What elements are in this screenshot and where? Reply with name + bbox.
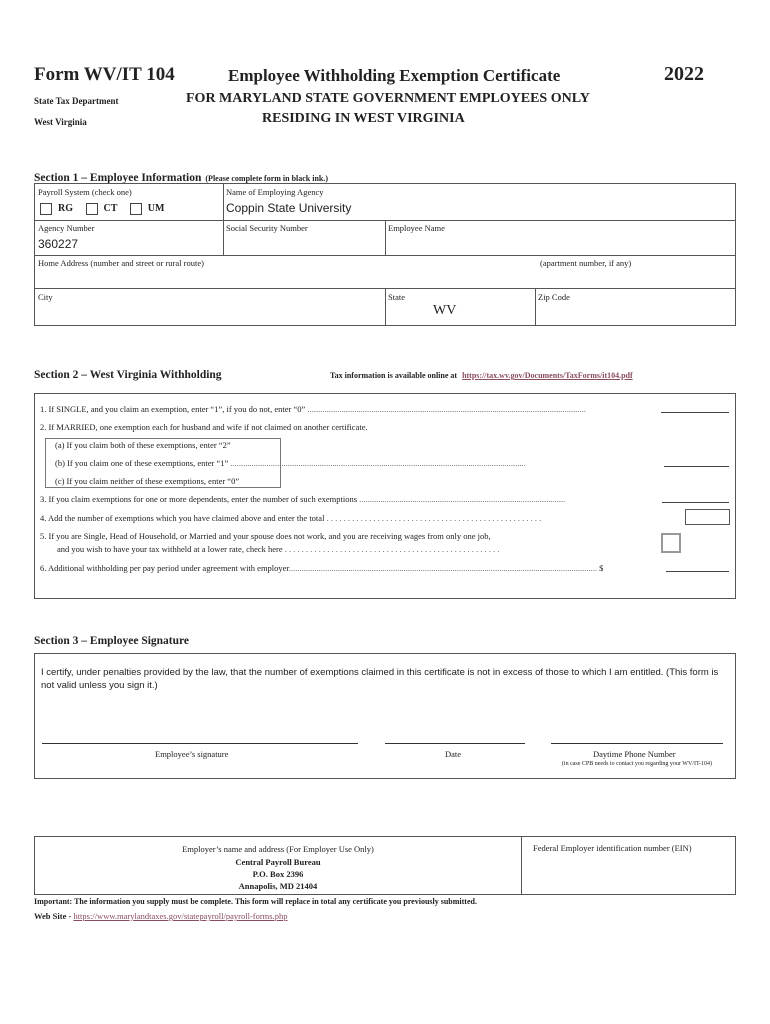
phone-label: Daytime Phone Number: [593, 749, 676, 759]
apartment-label: (apartment number, if any): [540, 258, 632, 268]
phone-line[interactable]: [551, 743, 723, 744]
divider: [35, 255, 735, 256]
subtitle-line1: FOR MARYLAND STATE GOVERNMENT EMPLOYEES ONLY: [186, 91, 590, 106]
dollar-sign: $: [599, 563, 604, 573]
employer-label: Employer’s name and address (For Employer Use Only): [182, 844, 374, 854]
payroll-options: [40, 203, 164, 215]
website-link[interactable]: https://www.marylandtaxes.gov/statepayroll/payroll-forms.php: [73, 911, 288, 921]
city-label: City: [38, 292, 53, 302]
employer-po-box: P.O. Box 2396: [252, 869, 304, 879]
line2-field[interactable]: [664, 466, 729, 467]
section2-title: Section 2 – West Virginia Withholding: [34, 369, 222, 381]
checkbox[interactable]: [130, 203, 142, 215]
employee-name-label: Employee Name: [388, 223, 445, 233]
state-label: State: [388, 292, 405, 302]
checkbox[interactable]: [40, 203, 52, 215]
tax-info-link[interactable]: https://tax.wv.gov/Documents/TaxForms/it104.pdf: [462, 371, 633, 380]
form-id: Form WV/IT 104: [34, 64, 175, 85]
zip-label: Zip Code: [538, 292, 570, 302]
checkbox[interactable]: [86, 203, 98, 215]
department: State Tax Department: [34, 96, 119, 106]
line2b: (b) If you claim one of these exemptions, enter “1” ...........................................................................................................................................: [55, 458, 526, 468]
form-year: 2022: [664, 63, 704, 85]
section1-note: (Please complete form in black ink.): [205, 174, 329, 183]
important-note: Important: The information you supply must be complete. This form will replace in total any certificate you previously submitted.: [34, 897, 477, 906]
line2a: (a) If you claim both of these exemptions, enter “2”: [55, 440, 231, 450]
agency-number-label: Agency Number: [38, 223, 95, 233]
employer-address: [35, 856, 521, 892]
state-field[interactable]: WV: [433, 303, 457, 318]
divider: [385, 288, 386, 325]
divider: [223, 184, 224, 255]
payroll-option-um[interactable]: UM: [130, 203, 165, 214]
ssn-label: Social Security Number: [226, 223, 308, 233]
website: [34, 911, 287, 921]
divider: [385, 220, 386, 255]
line2: 2. If MARRIED, one exemption each for husband and wife if not claimed on another certificate.: [40, 422, 368, 432]
line4-total-field[interactable]: [685, 509, 730, 525]
line6-field[interactable]: [666, 571, 729, 572]
employer-name: Central Payroll Bureau: [235, 857, 321, 867]
payroll-label: Payroll System (check one): [38, 187, 132, 197]
signature-label: Employee’s signature: [155, 749, 229, 759]
lower-rate-checkbox[interactable]: [661, 533, 681, 553]
divider: [521, 837, 522, 894]
website-label: Web Site -: [34, 911, 72, 921]
tax-info-text: Tax information is available online at: [330, 371, 458, 380]
signature-line[interactable]: [42, 743, 358, 744]
section2-box: [34, 393, 736, 599]
line5b: and you wish to have your tax withheld at a lower rate, check here . . . . . . . . . . . . . . . . . . . . . . . . . . . . . . . . . . . . . . . . . . . . . . . . . . .: [57, 544, 500, 554]
employer-box: [34, 836, 736, 895]
section3-title: Section 3 – Employee Signature: [34, 635, 190, 647]
phone-note: (in case CPB needs to contact you regarding your WV/IT-104): [561, 761, 713, 767]
section1-box: [34, 183, 736, 326]
state-name: West Virginia: [34, 117, 87, 127]
line4: 4. Add the number of exemptions which you have claimed above and enter the total . . . . . . . . . . . . . . . . . . . . . . . . . . . . . . . . . . . . . . . . . . . . . . . . . . .: [40, 513, 542, 523]
tax-info: [330, 371, 633, 380]
section3-box: [34, 653, 736, 779]
section1-title: Section 1 – Employee Information: [34, 172, 202, 184]
line1-field[interactable]: [661, 412, 729, 413]
divider: [535, 288, 536, 325]
line3-field[interactable]: [662, 502, 729, 503]
ein-label: Federal Employer identification number (EIN): [533, 843, 692, 853]
employer-city: Annapolis, MD 21404: [238, 881, 318, 891]
payroll-option-rg[interactable]: RG: [40, 203, 73, 214]
date-label: Date: [445, 749, 462, 759]
line6: 6. Additional withholding per pay period under agreement with employer................................................................................................................................................. $: [40, 563, 604, 573]
certify-text: I certify, under penalties provided by the law, that the number of exemptions claimed in this certificate is not in excess of those to which I am entitled. (This form is not valid unless you sign it.): [41, 667, 719, 691]
agency-name-label: Name of Employing Agency: [226, 187, 324, 197]
agency-number-field[interactable]: 360227: [38, 237, 79, 251]
payroll-option-ct[interactable]: CT: [86, 203, 118, 214]
line3: 3. If you claim exemptions for one or more dependents, enter the number of such exemptions .................................................................................................: [40, 494, 566, 504]
agency-name-field[interactable]: Coppin State University: [226, 201, 352, 215]
line5a: 5. If you are Single, Head of Household, or Married and your spouse does not work, and you are receiving wages from only one job,: [40, 531, 491, 541]
subtitle-line2: RESIDING IN WEST VIRGINIA: [262, 111, 465, 126]
home-address-label: Home Address (number and street or rural route): [38, 258, 204, 268]
form-title: Employee Withholding Exemption Certificate: [228, 66, 561, 85]
date-line[interactable]: [385, 743, 525, 744]
line1: 1. If SINGLE, and you claim an exemption, enter “1”, if you do not, enter “0” ...................................................................................................................................: [40, 404, 586, 414]
line2c: (c) If you claim neither of these exemptions, enter “0”: [55, 476, 240, 486]
